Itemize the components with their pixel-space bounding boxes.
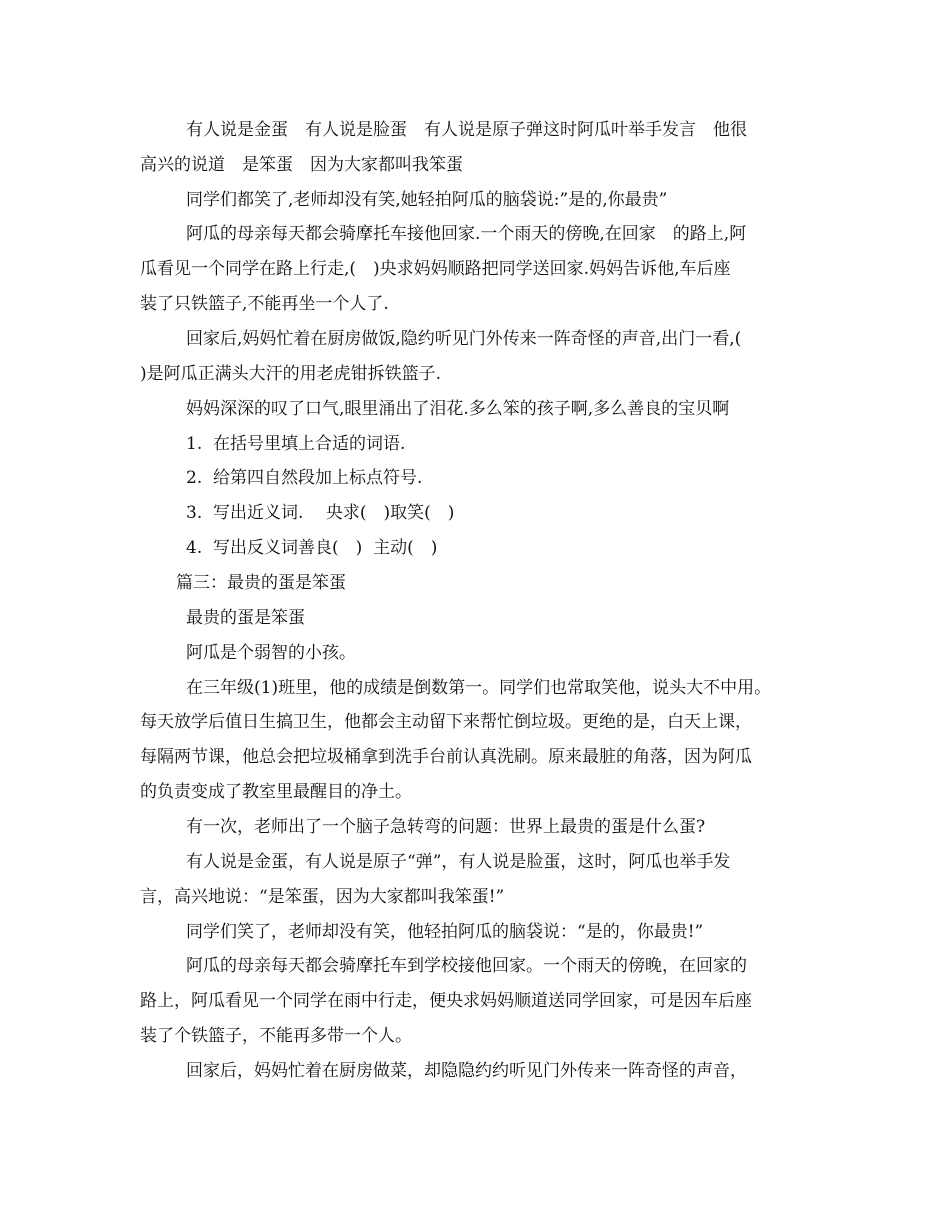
text-line: 的负责变成了教室里最醒目的净土。: [140, 782, 412, 802]
text-line: 回家后，妈妈忙着在厨房做菜，却隐隐约约听见门外传来一阵奇怪的声音，: [186, 1061, 747, 1081]
text-line: 在三年级(1)班里，他的成绩是倒数第一。同学们也常取笑他，说头大不中用。: [186, 678, 772, 698]
text-line: 言，高兴地说：“是笨蛋，因为大家都叫我笨蛋!”: [140, 887, 505, 907]
text-line: 每隔两节课，他总会把垃圾桶拿到洗手台前认真洗刷。原来最脏的角落，因为阿瓜: [140, 747, 752, 767]
text-line: 有人说是金蛋 有人说是脸蛋 有人说是原子弹这时阿瓜叶举手发言 他很: [186, 120, 747, 140]
text-line: 有人说是金蛋，有人说是原子“弹”，有人说是脸蛋，这时，阿瓜也举手发: [186, 852, 731, 872]
text-line: 阿瓜的母亲每天都会骑摩托车接他回家.一个雨天的傍晚,在回家 的路上,阿: [186, 224, 747, 244]
list-item: 3. 写出近义词. 央求( )取笑( ): [186, 503, 455, 523]
text-line: 装了个铁篮子，不能再多带一个人。: [140, 1026, 412, 1046]
list-item: 1. 在括号里填上合适的词语.: [186, 434, 406, 454]
text-line: 有一次，老师出了一个脑子急转弯的问题：世界上最贵的蛋是什么蛋?: [186, 817, 706, 837]
text-line: 同学们笑了，老师却没有笑，他轻拍阿瓜的脑袋说：“是的，你最贵!”: [186, 922, 704, 942]
text-line: 装了只铁篮子,不能再坐一个人了.: [140, 294, 389, 314]
text-line: 高兴的说道 是笨蛋 因为大家都叫我笨蛋: [140, 155, 463, 175]
list-item: 2. 给第四自然段加上标点符号.: [186, 468, 423, 488]
text-line: )是阿瓜正满头大汗的用老虎钳拆铁篮子.: [140, 364, 442, 384]
text-line: 阿瓜的母亲每天都会骑摩托车到学校接他回家。一个雨天的傍晚，在回家的: [186, 956, 747, 976]
text-line: 路上，阿瓜看见一个同学在雨中行走，便央求妈妈顺道送同学回家，可是因车后座: [140, 991, 752, 1011]
story-title: 最贵的蛋是笨蛋: [186, 608, 305, 628]
text-line: 每天放学后值日生搞卫生，他都会主动留下来帮忙倒垃圾。更绝的是，白天上课，: [140, 712, 752, 732]
text-line: 瓜看见一个同学在路上行走,( )央求妈妈顺路把同学送回家.妈妈告诉他,车后座: [140, 259, 731, 279]
text-line: 阿瓜是个弱智的小孩。: [186, 643, 356, 663]
section-heading: 篇三：最贵的蛋是笨蛋: [176, 573, 346, 593]
list-item: 4. 写出反义词善良( ) 主动( ): [186, 538, 438, 558]
text-line: 回家后,妈妈忙着在厨房做饭,隐约听见门外传来一阵奇怪的声音,出门一看,(: [186, 329, 742, 349]
text-line: 妈妈深深的叹了口气,眼里涌出了泪花.多么笨的孩子啊,多么善良的宝贝啊: [186, 399, 730, 419]
text-line: 同学们都笑了,老师却没有笑,她轻拍阿瓜的脑袋说:”是的,你最贵”: [186, 190, 668, 210]
